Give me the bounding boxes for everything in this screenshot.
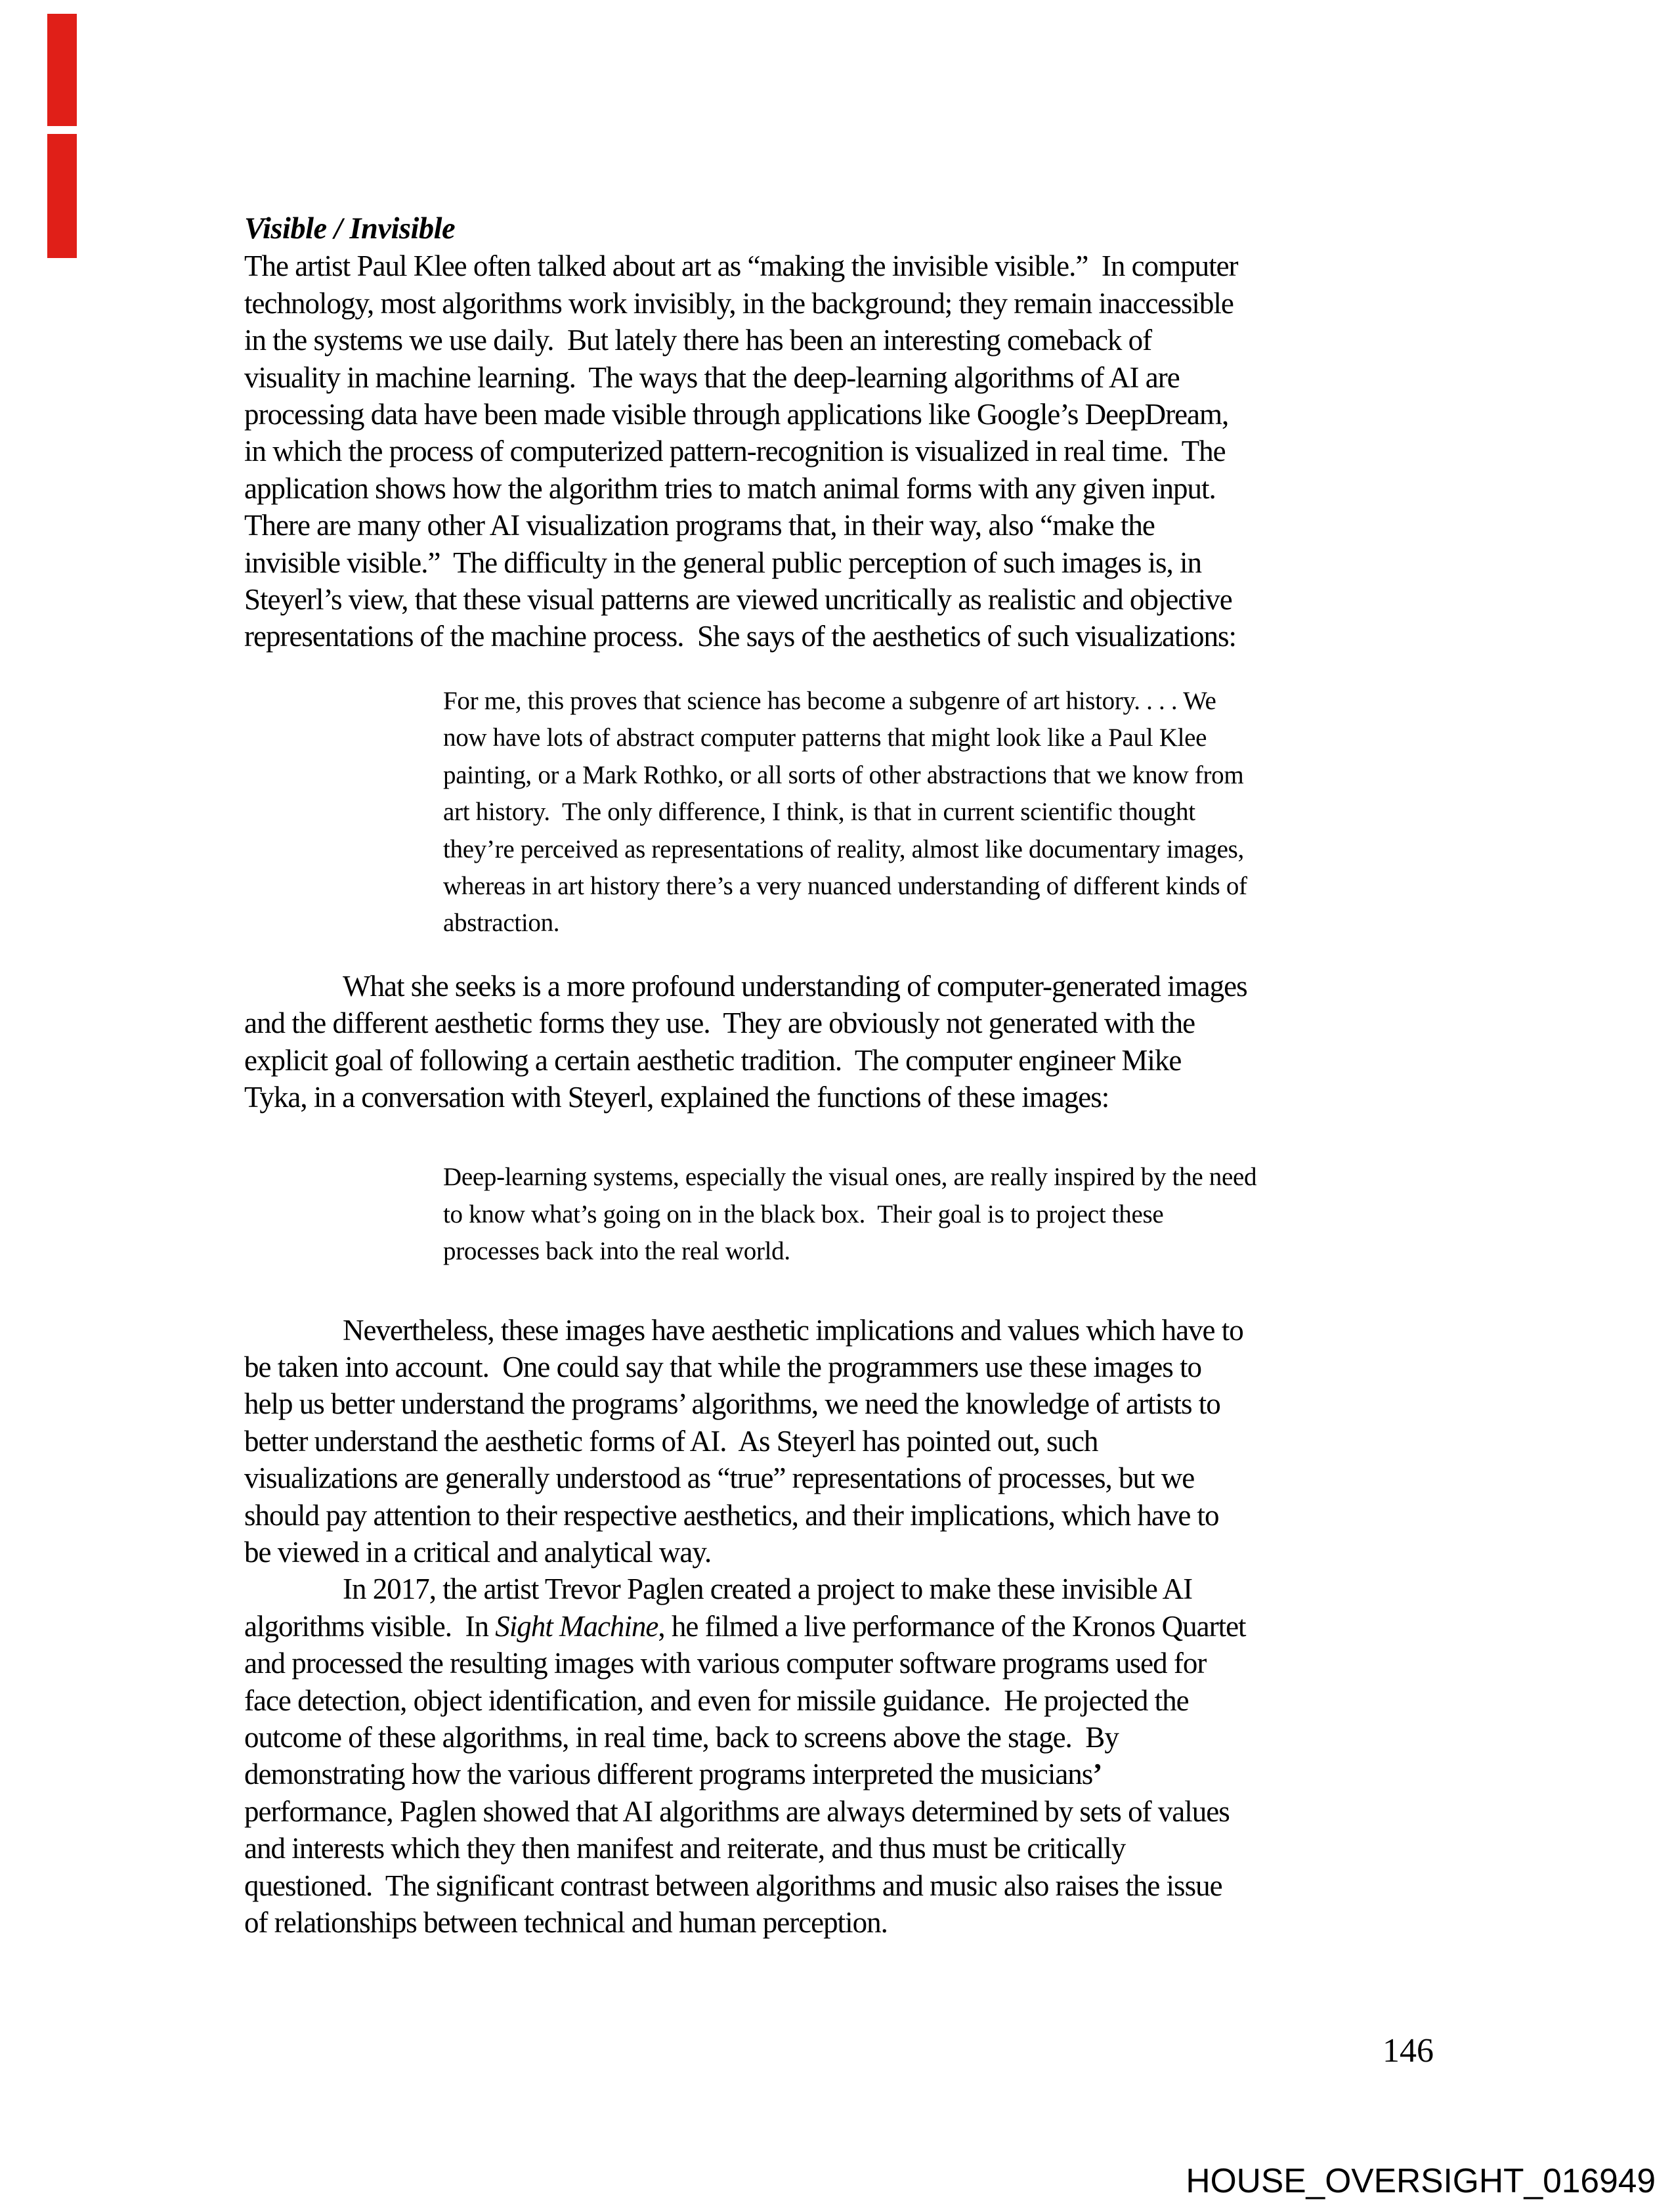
bates-stamp: HOUSE_OVERSIGHT_016949 — [1186, 2161, 1656, 2200]
text-line: explicit goal of following a certain aesthetic tradition. The computer engineer Mike — [244, 1043, 1182, 1077]
text-line: questioned. The significant contrast between algorithms and music also raises the issue — [244, 1869, 1222, 1902]
text-line: whereas in art history there’s a very nuanced understanding of different kinds of — [443, 871, 1247, 900]
text-line: outcome of these algorithms, in real time, back to screens above the stage. By — [244, 1721, 1119, 1754]
text-line: representations of the machine process. She says of the aesthetics of such visualizations: — [244, 620, 1237, 653]
text-line: be viewed in a critical and analytical way. — [244, 1536, 712, 1569]
text-line: performance, Paglen showed that AI algorithms are always determined by sets of values — [244, 1794, 1230, 1828]
text-line: painting, or a Mark Rothko, or all sorts of other abstractions that we know from — [443, 760, 1244, 789]
text-line: they’re perceived as representations of reality, almost like documentary images, — [443, 835, 1244, 863]
text-line: Nevertheless, these images have aesthetic implications and values which have to — [343, 1313, 1243, 1347]
scan-artifact-red-mark-top — [47, 14, 77, 126]
text-line: invisible visible.” The difficulty in the general public perception of such images is, in — [244, 546, 1201, 579]
text-line: processes back into the real world. — [443, 1237, 790, 1266]
text-line: of relationships between technical and human perception. — [244, 1906, 888, 1940]
text-line: Steyerl’s view, that these visual patterns are viewed uncritically as realistic and objective — [244, 583, 1232, 617]
text-line: visuality in machine learning. The ways that the deep-learning algorithms of AI are — [244, 360, 1180, 394]
text-line: in which the process of computerized pattern-recognition is visualized in real time. The — [244, 435, 1226, 468]
page-number: 146 — [1383, 2032, 1434, 2070]
block-quote — [443, 683, 1428, 942]
text-line: should pay attention to their respective aesthetics, and their implications, which have to — [244, 1498, 1219, 1532]
text-line: in the systems we use daily. But lately there has been an interesting comeback of — [244, 324, 1152, 357]
text-line: now have lots of abstract computer patterns that might look like a Paul Klee — [443, 724, 1207, 752]
text-line: application shows how the algorithm tries to match animal forms with any given input. — [244, 471, 1216, 505]
text-line: and the different aesthetic forms they use. They are obviously not generated with the — [244, 1007, 1195, 1040]
text-line: processing data have been made visible through applications like Google’s DeepDream, — [244, 398, 1229, 431]
text-line: technology, most algorithms work invisibly, in the background; they remain inaccessible — [244, 286, 1234, 320]
text-line: help us better understand the programs’ algorithms, we need the knowledge of artists to — [244, 1387, 1220, 1421]
document-blocks — [244, 248, 1452, 1941]
text-line: and interests which they then manifest and reiterate, and thus must be critically — [244, 1832, 1126, 1865]
block-quote — [443, 1159, 1428, 1270]
text-line: and processed the resulting images with various computer software programs used for — [244, 1647, 1207, 1680]
document-body — [244, 211, 1452, 1941]
text-line: better understand the aesthetic forms of AI. As Steyerl has pointed out, such — [244, 1424, 1098, 1458]
text-line: visualizations are generally understood as “true” representations of processes, but we — [244, 1462, 1195, 1495]
text-line: art history. The only difference, I think, is that in current scientific thought — [443, 798, 1195, 827]
text-line: to know what’s going on in the black box. Their goal is to project these — [443, 1200, 1164, 1228]
text-line: Deep-learning systems, especially the visual ones, are really inspired by the need — [443, 1163, 1257, 1192]
text-line: There are many other AI visualization programs that, in their way, also “make the — [244, 509, 1155, 542]
paragraph — [244, 248, 1452, 655]
text-line: be taken into account. One could say that while the programmers use these images to — [244, 1350, 1202, 1383]
text-line: abstraction. — [443, 909, 560, 938]
text-line: The artist Paul Klee often talked about art as “making the invisible visible.” In computer — [244, 249, 1238, 283]
paragraph — [244, 968, 1452, 1116]
scan-artifact-red-mark-bottom — [47, 134, 77, 258]
text-line: face detection, object identification, and even for missile guidance. He projected the — [244, 1683, 1189, 1717]
text-line: What she seeks is a more profound understanding of computer-generated images — [343, 969, 1247, 1003]
section-title: Visible / Invisible — [244, 212, 456, 246]
text-line: For me, this proves that science has become a subgenre of art history. . . . We — [443, 686, 1216, 715]
paragraph — [244, 1571, 1452, 1941]
text-line: demonstrating how the various different programs interpreted the musicians’ — [244, 1758, 1102, 1791]
paragraph — [244, 1312, 1452, 1571]
text-line: algorithms visible. In Sight Machine, he filmed a live performance of the Kronos Quartet — [244, 1609, 1246, 1643]
text-line: In 2017, the artist Trevor Paglen created a project to make these invisible AI — [343, 1572, 1193, 1606]
text-line: Tyka, in a conversation with Steyerl, explained the functions of these images: — [244, 1080, 1109, 1114]
